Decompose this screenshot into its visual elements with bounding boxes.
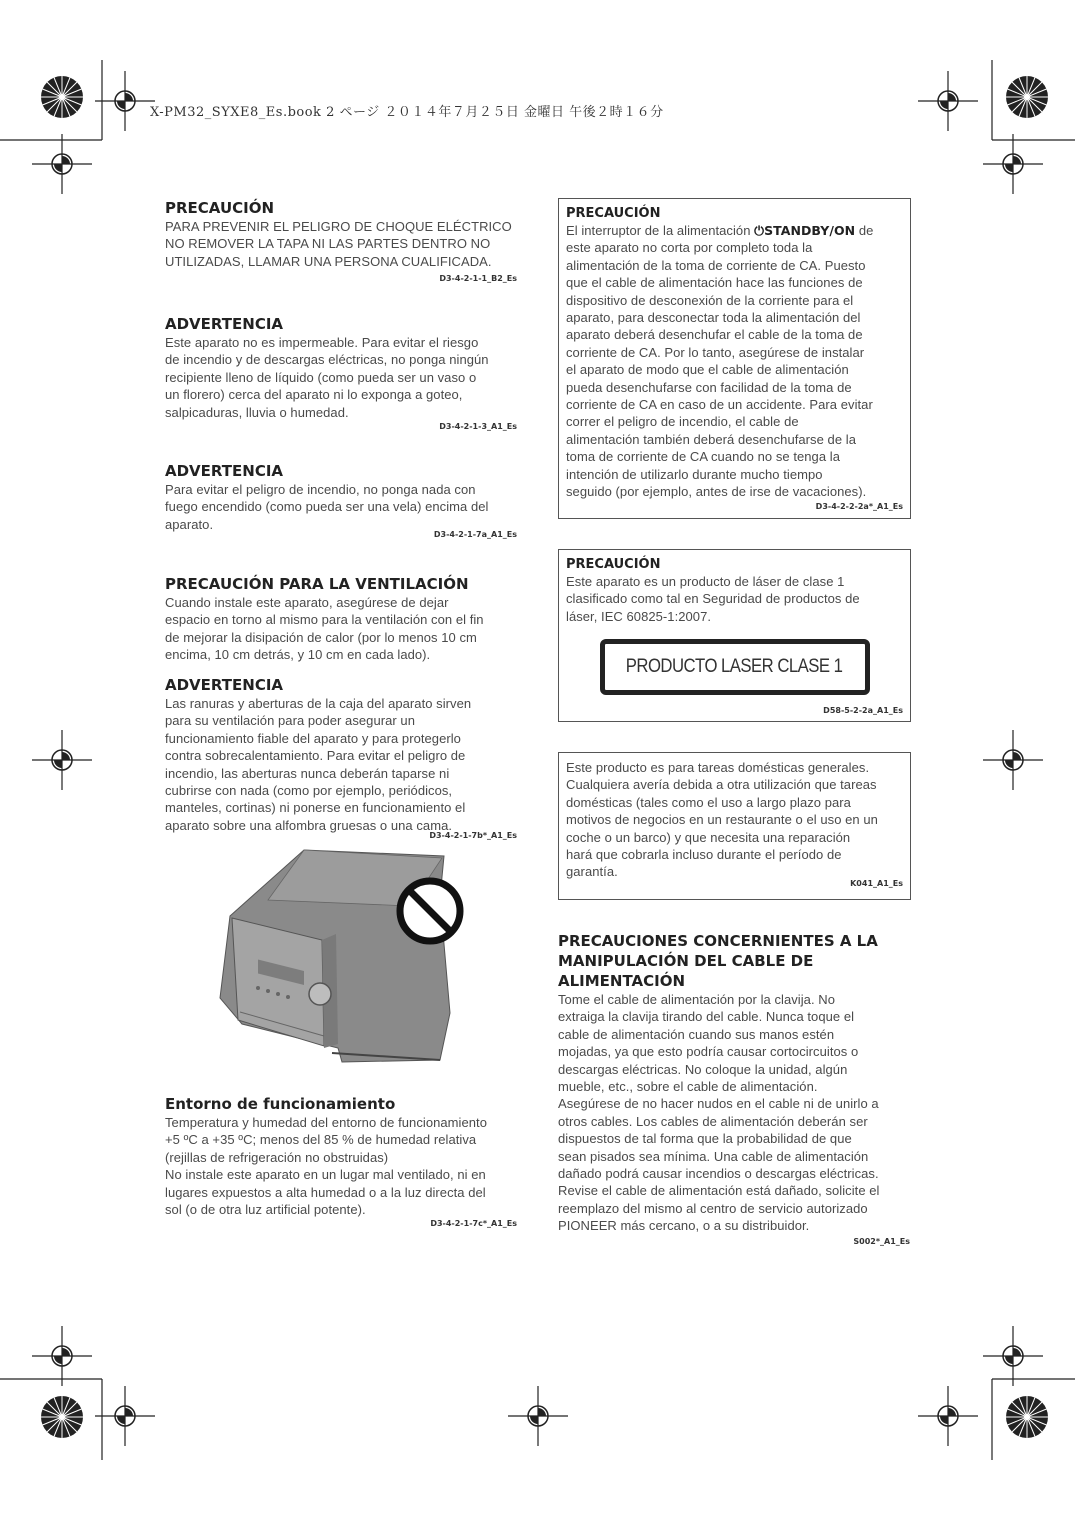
crosshair-icon [32,1326,92,1386]
doc-code: K041_A1_Es [850,878,903,888]
prohibited-icon [400,881,460,941]
starburst-icon [40,1395,84,1439]
crosshair-icon [95,1386,155,1446]
text-line [566,222,903,239]
covered-device-illustration [212,848,472,1064]
crosshair-icon [918,1386,978,1446]
crosshair-icon [983,134,1043,194]
doc-code: S002*_A1_Es [853,1236,910,1246]
text-line: un florero) cerca del aparato ni lo exponga a goteo, [165,387,463,403]
text-line: alimentación de la toma de corriente de CA. Puesto [566,257,866,273]
text-line: fuego encendido (como pueda ser una vela) encima del [165,499,489,515]
box-title: PRECAUCIÓN [566,206,661,221]
text-line: pueda desenchufarse con facilidad de la toma de [566,379,852,395]
text-line: Este aparato es un producto de láser de clase 1 [566,574,845,589]
box-precaucion-laser [558,549,911,722]
section-title: PRECAUCIÓN [165,199,275,217]
text-line: para su ventilación para poder asegurar un [165,713,415,729]
starburst-icon [1005,1395,1049,1439]
section-advertencia-aberturas [165,675,517,842]
section-title: ADVERTENCIA [165,315,284,333]
text-line: Asegúrese de no hacer nudos en el cable ni de unirlo a [558,1096,879,1112]
text-line: de incendio y de descargas eléctricas, no ponga ningún [165,352,489,368]
text-line: salpicaduras, lluvia o humedad. [165,404,349,420]
doc-code: D58-5-2-2a_A1_Es [823,706,903,716]
text-line: Cuando instale este aparato, asegúrese de dejar [165,595,449,610]
text-line: Este producto es para tareas domésticas generales. [566,760,870,775]
section-title-line: MANIPULACIÓN DEL CABLE DE [558,952,814,970]
text-line: Tome el cable de alimentación por la clavija. No [558,992,835,1007]
text-line: espacio en torno al mismo para la ventilación con el fin [165,612,484,628]
laser-class-label [600,639,870,695]
text-line: dispuestos de tal forma que la probabilidad de que [558,1131,852,1147]
text-line: funcionamiento fiable del aparato y para protegerlo [165,730,461,746]
text-line: domésticas (tales como el uso a largo plazo para [566,794,851,810]
standby-on-label: ⏻STANDBY/ON [754,223,856,238]
text-line: que el cable de alimentación hace las funciones de [566,275,863,291]
crosshair-icon [508,1386,568,1446]
text-line: toma de corriente de CA cuando no se tenga la [566,449,840,465]
text-line: extraiga la clavija tirando del cable. Nunca toque el [558,1009,855,1025]
text-line: otros cables. Los cables de alimentación deberán ser [558,1113,868,1129]
text-line: corriente de CA en caso de un accidente. Para evitar [566,397,873,413]
doc-code: D3-4-2-1-7c*_A1_Es [430,1219,517,1229]
laser-label-text: PRODUCTO LASER CLASE 1 [626,656,843,678]
text-segment: El interruptor de la alimentación [566,223,755,238]
text-line: cable de alimentación cuando sus manos estén [558,1026,835,1042]
crosshair-icon [983,730,1043,790]
doc-code: D3-4-2-2-2a*_A1_Es [815,501,903,511]
section-title: PRECAUCIÓN PARA LA VENTILACIÓN [165,575,469,593]
text-line: cubrirse con nada (como por ejemplo, periódicos, [165,783,453,799]
text-line: de mejorar la disipación de calor (por lo menos 10 cm [165,629,477,645]
text-line: aparato deberá desenchufar el cable de la toma de [566,327,863,343]
text-line: el aparato de modo que el cable de alimentación [566,362,849,378]
text-line: Para evitar el peligro de incendio, no ponga nada con [165,482,476,497]
section-title: ADVERTENCIA [165,676,284,694]
text-line: aparato, para desconectar toda la alimentación del [566,310,861,326]
text-line: motivos de negocios en un restaurante o el uso en un [566,812,878,828]
box-uso-domestico [558,752,911,900]
text-line: reemplazo del mismo al centro de servicio autorizado [558,1200,868,1216]
text-line: sol (o de otra luz artificial potente). [165,1202,366,1218]
box-precaucion-standby [558,198,911,519]
text-line: láser, IEC 60825-1:2007. [566,608,712,624]
text-line: manteles, cortinas) ni ponerse en funcionamiento el [165,800,466,816]
text-line: hará que cobrarla incluso durante el período de [566,847,842,863]
text-line: garantía. [566,864,618,880]
section-cable-alimentacion [558,931,910,1248]
crosshair-icon [32,134,92,194]
section-entorno [165,1094,517,1230]
crosshair-icon [32,730,92,790]
crosshair-icon [95,71,155,131]
text-line: dañado podrá causar incendios o descargas eléctricas. [558,1166,879,1182]
text-line: PARA PREVENIR EL PELIGRO DE CHOQUE ELÉCTRICO [165,219,512,234]
text-segment: de [855,223,874,238]
text-line: descargas eléctricas. No coloque la unidad, algún [558,1061,848,1077]
text-line: Revise el cable de alimentación está dañado, solicite el [558,1183,880,1199]
text-line: clasificado como tal en Seguridad de productos de [566,591,860,607]
text-line: Las ranuras y aberturas de la caja del aparato sirven [165,696,472,711]
text-line: mueble, etc., sobre el cable de alimentación. [558,1079,818,1095]
text-line: incendio, las aberturas nunca deberán taparse ni [165,765,450,781]
section-advertencia-fuego [165,461,517,541]
text-line: aparato. [165,516,214,532]
doc-code: D3-4-2-1-3_A1_Es [439,422,517,432]
text-line: este aparato no corta por completo toda la [566,240,813,256]
section-precaucion-choque [165,198,517,285]
crosshair-icon [918,71,978,131]
doc-code: D3-4-2-1-7b*_A1_Es [429,831,517,841]
text-line: corriente de CA. Por lo tanto, asegúrese de instalar [566,344,865,360]
crosshair-icon [983,1326,1043,1386]
print-header: X-PM32_SYXE8_Es.book 2 ページ ２０１４年７月２５日 金曜日 午後２時１６分 [150,105,664,120]
text-line: recipiente lleno de líquido (como pueda ser un vaso o [165,369,477,385]
text-line: alimentación también deberá desenchufarse de la [566,431,856,447]
text-line: contra sobrecalentamiento. Para evitar el peligro de [165,748,466,764]
box-title: PRECAUCIÓN [566,557,661,572]
section-title-line: ALIMENTACIÓN [558,972,686,990]
starburst-icon [1005,75,1049,119]
section-advertencia-agua [165,314,517,433]
text-line: lugares expuestos a alta humedad o a la luz directa del [165,1184,486,1200]
text-line: PIONEER más cercano, o a su distribuidor. [558,1218,810,1234]
section-title-line: PRECAUCIONES CONCERNIENTES A LA [558,932,878,950]
text-line: intención de utilizarlo durante mucho tiempo [566,466,823,482]
text-line: Temperatura y humedad del entorno de funcionamiento [165,1115,487,1130]
text-line: aparato sobre una alfombra gruesas o una cama. [165,817,453,833]
text-line: No instale este aparato en un lugar mal ventilado, ni en [165,1167,486,1183]
text-line: NO REMOVER LA TAPA NI LAS PARTES DENTRO NO [165,236,491,252]
text-line: (rejillas de refrigeración no obstruidas) [165,1149,389,1165]
section-title: ADVERTENCIA [165,462,284,480]
text-line: encima, 10 cm detrás, y 10 cm en cada lado). [165,647,431,663]
text-line: mojadas, ya que esto podría causar cortocircuitos o [558,1044,859,1060]
doc-code: D3-4-2-1-1_B2_Es [439,274,517,284]
text-line: coche o un barco) y que necesita una reparación [566,829,851,845]
text-line: seguido (por ejemplo, antes de irse de vacaciones). [566,484,867,500]
text-line: UTILIZADAS, LLAMAR UNA PERSONA CUALIFICADA. [165,253,492,269]
section-ventilacion [165,574,517,664]
text-line: +5 ºC a +35 ºC; menos del 85 % de humedad relativa [165,1132,477,1148]
text-line: sean pisados sea mínima. Una cable de alimentación [558,1148,869,1164]
starburst-icon [40,75,84,119]
text-line: Este aparato no es impermeable. Para evitar el riesgo [165,335,479,350]
text-line: correr el peligro de incendio, el cable de [566,414,799,430]
doc-code: D3-4-2-1-7a_A1_Es [433,530,517,540]
section-title: Entorno de funcionamiento [165,1095,396,1113]
text-line: dispositivo de desconexión de la corriente para el [566,292,854,308]
text-line: Cualquiera avería debida a otra utilización que tareas [566,777,877,793]
